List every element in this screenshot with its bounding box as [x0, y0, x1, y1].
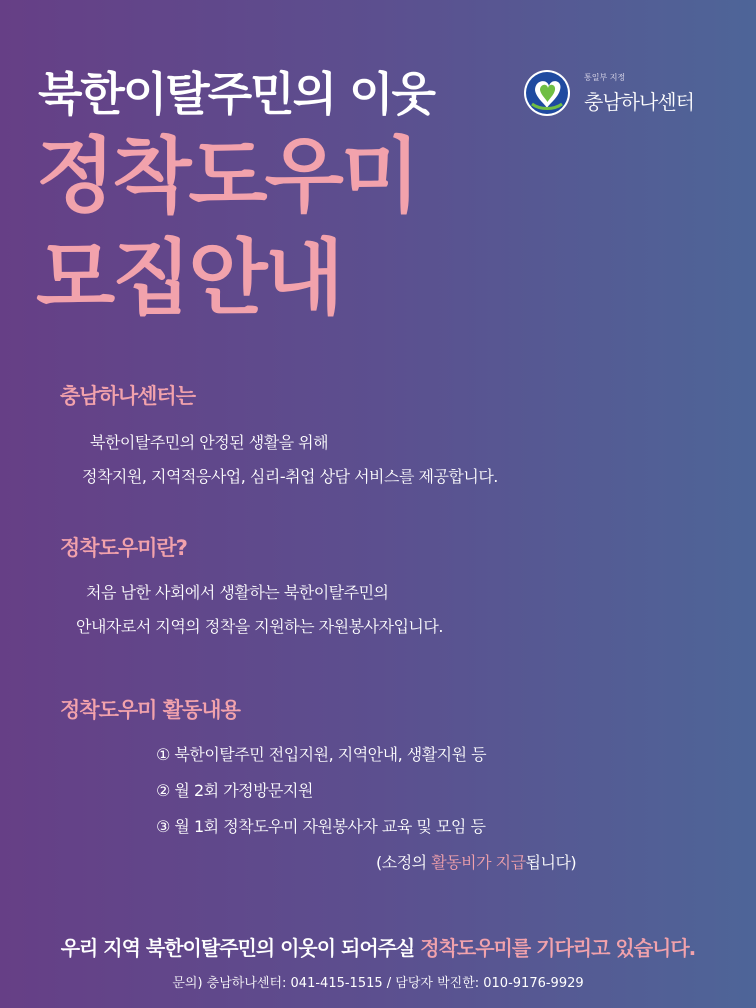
- activity-item-1: ① 북한이탈주민 전입지원, 지역안내, 생활지원 등: [156, 745, 487, 764]
- center-logo: [522, 68, 722, 118]
- logo-subtitle: 통일부 지정: [584, 73, 626, 82]
- section-heading-definition: 정착도우미란?: [60, 536, 187, 560]
- activity-note-prefix: (소정의: [376, 853, 432, 872]
- definition-line-1: 처음 남한 사회에서 생활하는 북한이탈주민의: [86, 583, 389, 602]
- activity-item-2: ② 월 2회 가정방문지원: [156, 781, 313, 800]
- center-line-2: 정착지원, 지역적응사업, 심리-취업 상담 서비스를 제공합니다.: [82, 467, 498, 486]
- logo-emblem-icon: [522, 68, 572, 118]
- activity-note-suffix: 됩니다): [525, 853, 577, 872]
- activity-note: [376, 850, 576, 873]
- footer-message: [0, 932, 756, 961]
- section-heading-center: 충남하나센터는: [60, 384, 196, 408]
- footer-message-highlight: 정착도우미를 기다리고 있습니다.: [420, 936, 696, 960]
- footer-message-prefix: 우리 지역 북한이탈주민의 이웃이 되어주실: [60, 936, 421, 960]
- section-heading-activities: 정착도우미 활동내용: [60, 698, 240, 722]
- footer-contact: 문의) 충남하나센터: 041-415-1515 / 담당자 박진한: 010-9176-9929: [172, 976, 584, 991]
- logo-name: 충남하나센터: [584, 90, 694, 114]
- activity-note-highlight: 활동비가 지급: [431, 853, 526, 872]
- page-title-line2: 모집안내: [36, 231, 341, 326]
- page-title-line1: 정착도우미: [36, 129, 418, 224]
- activity-item-3: ③ 월 1회 정착도우미 자원봉사자 교육 및 모임 등: [156, 817, 486, 836]
- definition-line-2: 안내자로서 지역의 정착을 지원하는 자원봉사자입니다.: [76, 617, 443, 636]
- headline: 북한이탈주민의 이웃: [38, 67, 434, 121]
- center-line-1: 북한이탈주민의 안정된 생활을 위해: [90, 433, 329, 452]
